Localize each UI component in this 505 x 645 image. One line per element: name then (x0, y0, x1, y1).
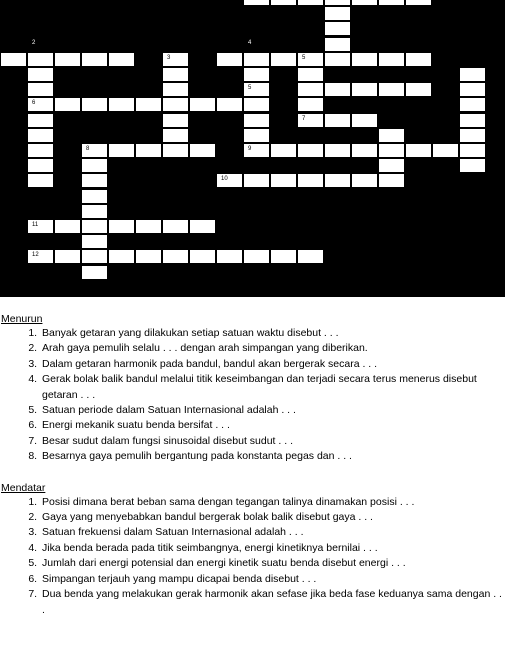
crossword-cell[interactable] (162, 113, 189, 128)
menurun-clue-7: 7. Besar sudut dalam fungsi sinusoidal disebut sudut . . . (40, 434, 505, 449)
crossword-cell[interactable] (189, 97, 216, 112)
crossword-cell[interactable] (162, 249, 189, 264)
crossword-cell[interactable] (81, 97, 108, 112)
crossword-cell[interactable] (243, 249, 270, 264)
mendatar-list (0, 495, 505, 618)
crossword-cell[interactable] (81, 158, 108, 173)
crossword-cell[interactable] (54, 249, 81, 264)
clue-number: 12 (32, 252, 39, 259)
clue-number: 4 (221, 54, 225, 61)
crossword-cell[interactable] (270, 173, 297, 188)
crossword-cell[interactable] (216, 97, 243, 112)
crossword-cell[interactable] (108, 97, 135, 112)
clue-number: 2 (32, 39, 36, 46)
mendatar-heading: Mendatar (1, 481, 46, 494)
crossword-cell[interactable] (243, 67, 270, 82)
crossword-cell[interactable] (243, 97, 270, 112)
mendatar-clue-7: 7. Dua benda yang melakukan gerak harmonik akan sefase jika beda fase keduanya sama dengan . . . (40, 587, 505, 618)
crossword-cell[interactable] (432, 143, 459, 158)
crossword-cell[interactable] (54, 219, 81, 234)
mendatar-clue-3: 3. Satuan frekuensi dalam Satuan Internasional adalah . . . (40, 525, 505, 540)
crossword-cell[interactable] (324, 37, 351, 52)
crossword-cell[interactable] (324, 143, 351, 158)
crossword-cell[interactable] (297, 82, 324, 97)
clues-section (0, 312, 505, 618)
crossword-cell[interactable] (162, 82, 189, 97)
crossword-cell[interactable] (297, 97, 324, 112)
crossword-cell[interactable] (270, 249, 297, 264)
menurun-clue-1: 1. Banyak getaran yang dilakukan setiap satuan waktu disebut . . . (40, 326, 505, 341)
crossword-cell[interactable] (27, 173, 54, 188)
mendatar-clue-1: 1. Posisi dimana berat beban sama dengan tegangan talinya dinamakan posisi . . . (40, 495, 505, 510)
clue-number: 8 (86, 146, 90, 152)
crossword-cell[interactable] (378, 52, 405, 67)
clue-number: 3 (167, 54, 171, 61)
crossword-cell[interactable] (27, 67, 54, 82)
crossword-cell[interactable] (81, 219, 108, 234)
crossword-cell[interactable] (27, 113, 54, 128)
crossword-cell[interactable] (243, 128, 270, 143)
crossword-cell[interactable] (189, 249, 216, 264)
menurun-clue-5: 5. Satuan periode dalam Satuan Internasional adalah . . . (40, 403, 505, 418)
menurun-clue-8: 8. Besarnya gaya pemulih bergantung pada konstanta pegas dan . . . (40, 449, 505, 464)
crossword-cell[interactable] (135, 97, 162, 112)
crossword-cell[interactable] (162, 128, 189, 143)
crossword-cell[interactable] (27, 82, 54, 97)
clue-number: 5 (248, 85, 252, 92)
crossword-cell[interactable] (162, 67, 189, 82)
crossword-cell[interactable] (324, 113, 351, 128)
crossword-cell[interactable] (459, 128, 486, 143)
crossword-cell[interactable] (324, 82, 351, 97)
crossword-cell[interactable] (459, 143, 486, 158)
crossword-cell[interactable] (27, 128, 54, 143)
crossword-cell[interactable] (351, 52, 378, 67)
crossword-cell[interactable] (297, 173, 324, 188)
crossword-cell[interactable] (81, 173, 108, 188)
crossword-cell[interactable] (162, 219, 189, 234)
clue-number: 5 (302, 54, 306, 61)
crossword-cell[interactable] (27, 52, 54, 67)
clue-number: 9 (248, 146, 252, 152)
clue-number: 4 (248, 39, 252, 46)
mendatar-clue-6: 6. Simpangan terjauh yang mampu dicapai benda disebut . . . (40, 572, 505, 587)
crossword-cell[interactable] (324, 173, 351, 188)
crossword-cell[interactable] (459, 158, 486, 173)
crossword-cell[interactable] (81, 52, 108, 67)
clue-number: 7 (302, 115, 306, 122)
crossword-cell[interactable] (162, 97, 189, 112)
crossword-cell[interactable] (54, 52, 81, 67)
crossword-cell[interactable] (405, 143, 432, 158)
crossword-cell[interactable] (108, 249, 135, 264)
crossword-cell[interactable] (405, 0, 432, 6)
menurun-clue-2: 2. Arah gaya pemulih selalu . . . dengan arah simpangan yang diberikan. (40, 341, 505, 356)
crossword-cell[interactable] (243, 0, 270, 6)
crossword-cell[interactable] (81, 204, 108, 219)
crossword-cell[interactable] (27, 143, 54, 158)
menurun-clue-3: 3. Dalam getaran harmonik pada bandul, bandul akan bergerak secara . . . (40, 357, 505, 372)
crossword-cell[interactable] (324, 52, 351, 67)
clue-number: 3 (5, 54, 9, 61)
crossword-cell[interactable] (351, 113, 378, 128)
clue-number: 10 (221, 176, 228, 183)
crossword-cell[interactable] (108, 219, 135, 234)
crossword-cell[interactable] (27, 158, 54, 173)
crossword-cell[interactable] (405, 82, 432, 97)
mendatar-clue-4: 4. Jika benda berada pada titik seimbangnya, energi kinetiknya bernilai . . . (40, 541, 505, 556)
crossword-cell[interactable] (351, 0, 378, 6)
crossword-cell[interactable] (243, 113, 270, 128)
crossword-cell[interactable] (324, 0, 351, 6)
menurun-clue-4: 4. Gerak bolak balik bandul melalui titik keseimbangan dan terjadi secara terus menerus disebut getaran . . . (40, 372, 505, 403)
crossword-cell[interactable] (378, 158, 405, 173)
menurun-list (0, 326, 505, 465)
crossword-cell[interactable] (216, 249, 243, 264)
crossword-cell[interactable] (108, 143, 135, 158)
crossword-cell[interactable] (459, 82, 486, 97)
crossword-cell[interactable] (459, 113, 486, 128)
crossword-cell[interactable] (324, 6, 351, 21)
crossword-cell[interactable] (81, 234, 108, 249)
crossword-cell[interactable] (459, 97, 486, 112)
crossword-cell[interactable] (351, 82, 378, 97)
crossword-cell[interactable] (81, 265, 108, 280)
crossword-cell[interactable] (135, 219, 162, 234)
crossword-cell[interactable] (270, 0, 297, 6)
crossword-cell[interactable] (81, 189, 108, 204)
crossword-cell[interactable] (378, 173, 405, 188)
clue-number: 11 (32, 222, 39, 228)
mendatar-clue-2: 2. Gaya yang menyebabkan bandul bergerak bolak balik disebut gaya . . . (40, 510, 505, 525)
crossword-cell[interactable] (378, 143, 405, 158)
crossword-cell[interactable] (270, 143, 297, 158)
crossword-cell[interactable] (243, 52, 270, 67)
crossword-cell[interactable] (351, 143, 378, 158)
crossword-cell[interactable] (135, 143, 162, 158)
crossword-cell[interactable] (108, 52, 135, 67)
crossword-cell[interactable] (297, 249, 324, 264)
clue-number: 6 (464, 70, 468, 76)
crossword-cell[interactable] (189, 219, 216, 234)
clue-number: 7 (383, 130, 387, 137)
crossword-cell[interactable] (162, 143, 189, 158)
clue-number: 6 (32, 100, 36, 107)
crossword-cell[interactable] (405, 52, 432, 67)
crossword-cell[interactable] (297, 143, 324, 158)
crossword-cell[interactable] (378, 0, 405, 6)
menurun-heading: Menurun (1, 313, 43, 325)
crossword-cell[interactable] (270, 52, 297, 67)
crossword-cell[interactable] (243, 173, 270, 188)
crossword-cell[interactable] (189, 143, 216, 158)
crossword-cell[interactable] (81, 249, 108, 264)
menurun-clue-6: 6. Energi mekanik suatu benda bersifat . . . (40, 418, 505, 433)
crossword-cell[interactable] (324, 21, 351, 36)
mendatar-clue-5: 5. Jumlah dari energi potensial dan energi kinetik suatu benda disebut energi . . . (40, 556, 505, 571)
crossword-cell[interactable] (378, 82, 405, 97)
crossword-cell[interactable] (135, 249, 162, 264)
crossword-cell[interactable] (297, 67, 324, 82)
crossword-cell[interactable] (351, 173, 378, 188)
crossword-cell[interactable] (54, 97, 81, 112)
crossword-grid (0, 0, 505, 297)
crossword-cell[interactable] (297, 0, 324, 6)
